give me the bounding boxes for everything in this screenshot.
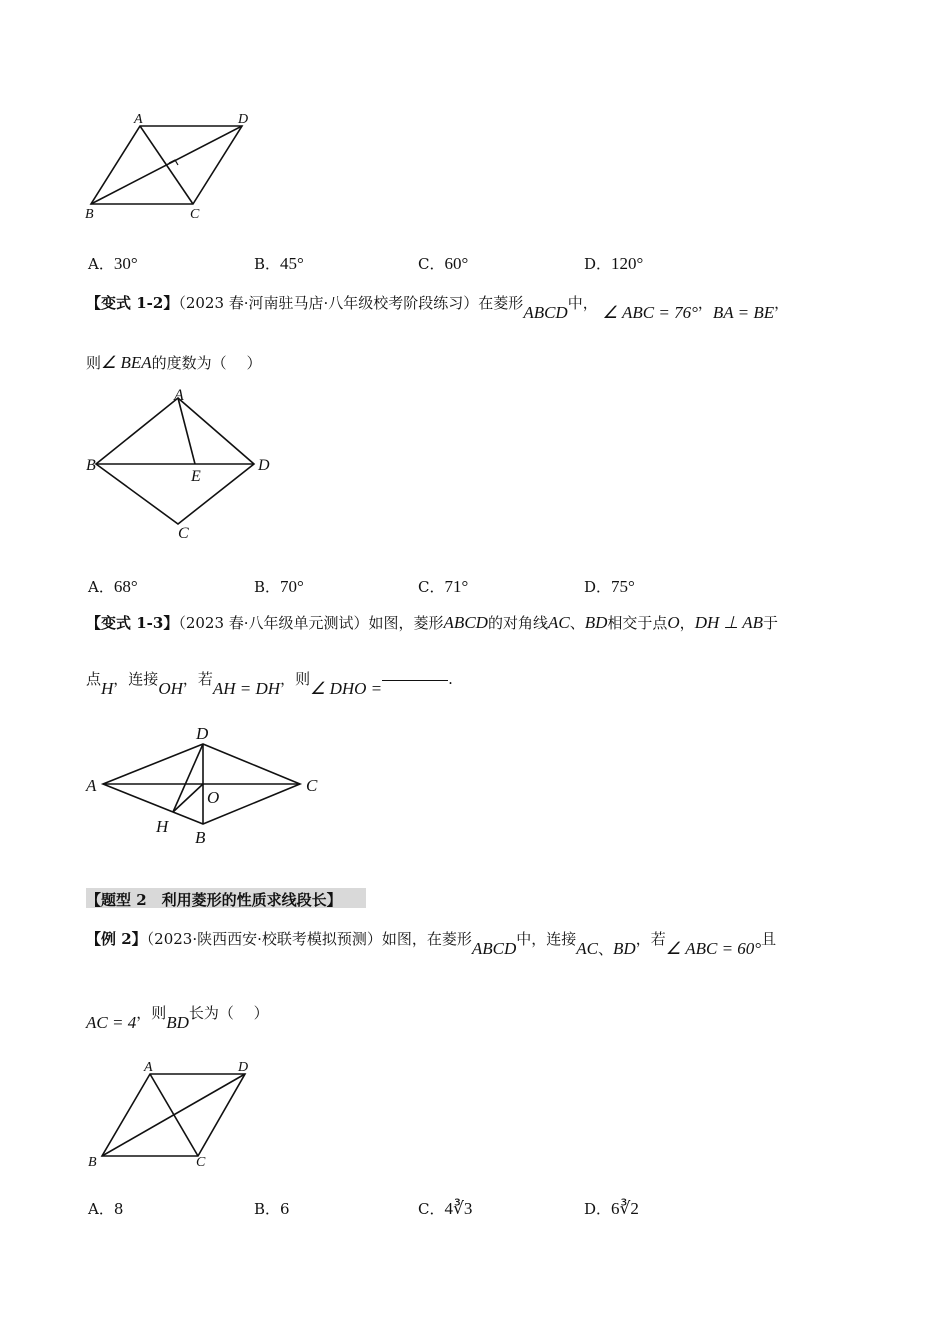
v12-option-c: C．71° — [418, 577, 469, 596]
label-o: O — [207, 788, 220, 807]
figure-rhombus-1 — [80, 108, 270, 224]
label-a: A — [174, 387, 184, 404]
answer-blank — [382, 679, 448, 681]
figure-rhombus-3 — [80, 718, 330, 848]
variant-1-2-line-1: 【变式 1-2】（2023 春·河南驻马店·八年级校考阶段练习）在菱形ABCD中， ∠ ABC = 76°，BA = BE， — [86, 294, 790, 322]
ex2-option-c: C．4∛3 — [418, 1199, 473, 1218]
option-d: D．120° — [584, 254, 644, 273]
variant-1-3-line-1: 【变式 1-3】（2023 春·八年级单元测试）如图，菱形ABCD的对角线AC、BD相交于点O，DH ⊥ AB于 — [86, 613, 779, 632]
label-b: B — [85, 207, 94, 222]
label-d: D — [238, 1060, 249, 1075]
label-e: E — [191, 468, 201, 485]
v12-option-d: D．75° — [584, 577, 635, 596]
example-2-tag: 【例 2】 — [86, 930, 147, 948]
label-b: B — [86, 457, 96, 474]
option-a: A．30° — [88, 254, 138, 273]
label-c: C — [196, 1155, 206, 1170]
variant-1-3-line-2: 点H，连接OH，若AH = DH，则∠ DHO = . — [86, 670, 453, 698]
variant-1-2-tag: 【变式 1-2】 — [86, 294, 179, 312]
ex2-option-b: B．6 — [254, 1200, 290, 1218]
label-h: H — [156, 817, 169, 836]
diagonal-bd — [102, 1074, 245, 1156]
ex2-option-a: A．8 — [88, 1200, 124, 1218]
figure-rhombus-4 — [80, 1056, 270, 1174]
example-2-line-2: AC = 4，则BD长为（ ） — [86, 1004, 269, 1032]
label-a: A — [144, 1060, 153, 1075]
option-b: B．45° — [254, 254, 304, 273]
segment-ae — [178, 398, 195, 464]
variant-1-2-line-2: 则∠ BEA的度数为（ ） — [86, 353, 262, 372]
label-a: A — [134, 112, 143, 127]
segment-oh — [173, 784, 203, 812]
diagonal-bd — [91, 126, 242, 204]
label-d: D — [258, 457, 270, 474]
label-d: D — [196, 724, 209, 743]
label-c: C — [190, 207, 200, 222]
v12-option-a: A．68° — [88, 577, 138, 596]
label-c: C — [306, 776, 318, 795]
label-d: D — [238, 112, 249, 127]
label-c: C — [178, 525, 189, 542]
v12-option-b: B．70° — [254, 577, 304, 596]
ex2-option-d: D．6∛2 — [584, 1199, 639, 1218]
rhombus-outline — [96, 398, 254, 524]
label-a: A — [86, 776, 97, 795]
label-b: B — [195, 828, 206, 847]
label-b: B — [88, 1155, 97, 1170]
section-heading-type-2: 【题型 2 利用菱形的性质求线段长】 — [86, 891, 342, 909]
figure-rhombus-2 — [80, 384, 280, 544]
example-2-line-1: 【例 2】（2023·陕西西安·校联考模拟预测）如图，在菱形ABCD中，连接AC、BD，若∠ ABC = 60°且 — [86, 930, 777, 958]
right-angle-mark — [169, 160, 178, 165]
option-c: C．60° — [418, 254, 469, 273]
variant-1-3-tag: 【变式 1-3】 — [86, 614, 179, 632]
